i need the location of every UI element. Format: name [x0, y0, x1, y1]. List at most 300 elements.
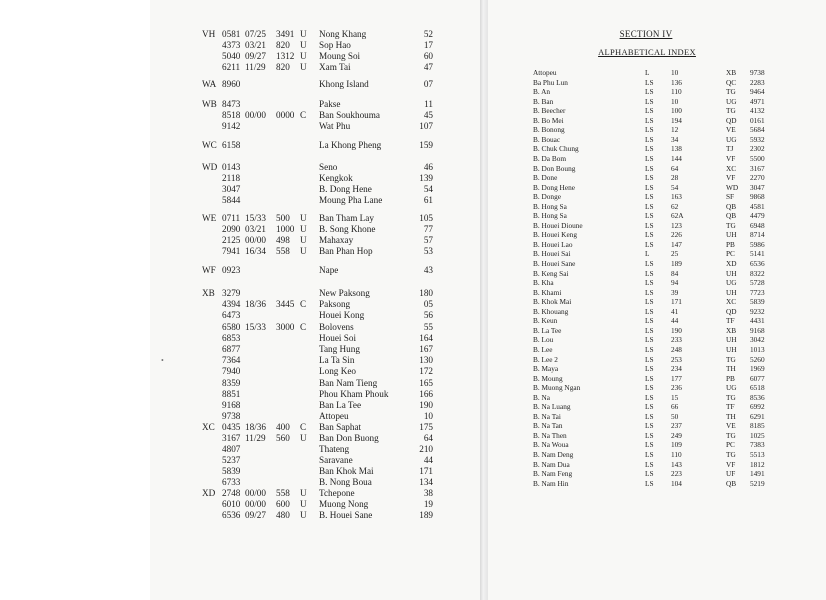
coordinate-row [150, 265, 482, 276]
index-entry [488, 202, 826, 211]
index-place-name: B. Bo Mei [533, 115, 564, 125]
index-map-number: 233 [671, 335, 682, 345]
grid-number: 0435 [222, 422, 241, 432]
index-entry [488, 154, 826, 163]
index-grid-number: 6077 [750, 373, 765, 383]
coordinate-row [150, 110, 482, 121]
index-entry [488, 469, 826, 478]
status-flag: U [300, 433, 307, 443]
index-grid-prefix: UH [726, 287, 737, 297]
grid-number: 0143 [222, 162, 241, 172]
index-map-type: LS [645, 306, 654, 316]
place-name: New Paksong [319, 288, 370, 298]
index-grid-prefix: QB [726, 478, 737, 488]
coordinate-row [150, 51, 482, 62]
coordinate-row [150, 246, 482, 257]
grid-number: 3167 [222, 433, 241, 443]
index-place-name: B. Khouang [533, 306, 569, 316]
index-map-number: 143 [671, 459, 682, 469]
index-place-name: Attopeu [533, 68, 557, 77]
grid-number: 2748 [222, 488, 241, 498]
index-map-type: LS [645, 230, 654, 240]
index-map-type: LS [645, 87, 654, 97]
index-grid-number: 4971 [750, 96, 765, 106]
index-map-number: 50 [671, 411, 679, 421]
coordinate-row [150, 333, 482, 344]
grid-number: 6211 [222, 62, 241, 72]
reference-number: 159 [419, 140, 433, 150]
place-name: Tchepone [319, 488, 355, 498]
date-code: 15/33 [245, 213, 266, 223]
index-place-name: B. Ban [533, 96, 554, 106]
grid-prefix: WF [202, 265, 216, 275]
place-name: Bolovens [319, 321, 354, 332]
index-map-type: LS [645, 316, 654, 326]
index-map-type: LS [645, 364, 654, 374]
place-name: Ban Tham Lay [319, 213, 374, 223]
index-map-number: 39 [671, 287, 679, 297]
index-map-number: 190 [671, 325, 682, 335]
grid-number: 5839 [222, 466, 241, 476]
index-grid-number: 4581 [750, 201, 765, 211]
coordinate-row [150, 389, 482, 400]
index-entry [488, 307, 826, 316]
reference-number: 45 [423, 110, 433, 120]
index-grid-number: 3042 [750, 335, 765, 345]
index-map-number: 110 [671, 87, 682, 97]
reference-number: 38 [423, 488, 433, 498]
index-entry [488, 374, 826, 383]
reference-number: 134 [419, 477, 433, 487]
grid-number: 8473 [222, 99, 241, 109]
index-grid-prefix: VF [726, 459, 736, 469]
index-place-name: B. Houei Keng [533, 230, 577, 240]
date-code: 09/27 [245, 510, 266, 520]
index-place-name: B. Nam Feng [533, 469, 573, 479]
index-map-number: 62 [671, 201, 679, 211]
index-grid-prefix: UG [726, 96, 737, 106]
coordinate-row [150, 162, 482, 173]
index-place-name: B. Na Tai [533, 411, 561, 421]
index-map-type: LS [645, 134, 654, 144]
index-entry [488, 412, 826, 421]
place-name: Ban Khok Mai [319, 466, 374, 476]
index-grid-number: 2302 [750, 144, 765, 154]
coordinate-row [150, 444, 482, 455]
index-entry [488, 393, 826, 402]
grid-number: 0581 [222, 29, 241, 39]
index-grid-prefix: UH [726, 268, 737, 278]
index-grid-prefix: TF [726, 402, 735, 412]
place-name: Houei Kong [319, 310, 365, 321]
index-map-type: LS [645, 297, 654, 307]
index-place-name: B. Houei Dioune [533, 220, 583, 230]
coordinate-row [150, 288, 482, 299]
reference-number: 17 [423, 40, 433, 50]
index-grid-prefix: TH [726, 364, 736, 374]
index-grid-prefix: TG [726, 450, 736, 459]
index-grid-prefix: TJ [726, 144, 734, 154]
grid-number: 6158 [222, 140, 241, 150]
status-flag: C [300, 321, 307, 332]
index-map-type: LS [645, 430, 654, 440]
index-grid-prefix: VE [726, 125, 736, 135]
reference-number: 210 [419, 444, 433, 454]
reference-number: 180 [419, 288, 433, 298]
grid-number: 6580 [222, 321, 241, 332]
index-place-name: B. Nam Dua [533, 459, 570, 469]
date-code: 16/34 [245, 246, 266, 256]
coordinate-row [150, 299, 482, 310]
index-map-type: LS [645, 125, 654, 135]
grid-number: 8359 [222, 377, 241, 388]
index-map-type: LS [645, 77, 654, 87]
reference-number: 05 [423, 299, 433, 310]
reference-number: 57 [423, 235, 433, 245]
index-map-type: LS [645, 459, 654, 469]
index-map-type: LS [645, 239, 654, 249]
index-grid-number: 6536 [750, 259, 765, 268]
coordinate-row [150, 213, 482, 224]
index-grid-prefix: UH [726, 230, 737, 240]
status-flag: C [300, 110, 307, 120]
index-grid-prefix: XC [726, 297, 737, 307]
index-grid-prefix: PB [726, 239, 735, 249]
place-name: Pakse [319, 99, 341, 109]
index-grid-number: 1025 [750, 430, 765, 440]
elevation-code: 1000 [276, 224, 295, 234]
grid-number: 6733 [222, 477, 241, 487]
index-grid-number: 0161 [750, 115, 765, 125]
index-entry [488, 326, 826, 335]
index-grid-number: 1812 [750, 459, 765, 469]
index-entry [488, 345, 826, 354]
place-name: Long Keo [319, 366, 356, 377]
elevation-code: 3445 [276, 299, 295, 310]
index-entry [488, 116, 826, 125]
status-flag: C [300, 422, 307, 432]
index-map-type: LS [645, 182, 654, 192]
index-map-number: 64 [671, 163, 679, 173]
coordinate-row [150, 499, 482, 510]
place-name: Houei Soi [319, 332, 357, 343]
index-entry [488, 68, 826, 77]
reference-number: 19 [423, 499, 433, 509]
reference-number: 54 [423, 184, 433, 194]
reference-number: 167 [419, 344, 433, 354]
index-place-name: B. Hong Sa [533, 201, 567, 211]
grid-number: 7941 [222, 246, 241, 256]
index-place-name: B. Na [533, 392, 551, 402]
grid-number: 2125 [222, 235, 241, 245]
date-code: 11/29 [245, 62, 266, 72]
date-code: 15/33 [245, 321, 266, 332]
index-grid-number: 1969 [750, 364, 765, 374]
grid-number: 0711 [222, 213, 241, 223]
index-grid-prefix: UG [726, 278, 737, 288]
grid-number: 9738 [222, 411, 241, 422]
reference-number: 189 [419, 510, 433, 520]
status-flag: C [300, 299, 307, 310]
grid-number: 8851 [222, 388, 241, 399]
index-place-name: B. Dong Hene [533, 182, 575, 192]
grid-number: 5040 [222, 51, 241, 61]
index-grid-prefix: UG [726, 383, 737, 393]
reference-number: 166 [419, 388, 433, 399]
index-grid-prefix: UF [726, 469, 736, 479]
coordinate-row [150, 477, 482, 488]
index-grid-prefix: PC [726, 249, 735, 259]
index-place-name: B. Done [533, 173, 558, 183]
coordinate-row [150, 310, 482, 321]
place-name: Ban Saphat [319, 422, 362, 432]
grid-prefix: XC [202, 422, 215, 432]
place-name: Nong Khang [319, 29, 367, 39]
date-code: 00/00 [245, 499, 266, 509]
stray-mark: • [161, 356, 164, 365]
grid-number: 4807 [222, 444, 241, 454]
index-map-type: LS [645, 402, 654, 412]
grid-number: 4373 [222, 40, 241, 50]
grid-prefix: XB [202, 288, 215, 298]
index-entry [488, 230, 826, 239]
reference-number: 175 [419, 422, 433, 432]
reference-number: 130 [419, 355, 433, 366]
index-map-number: 177 [671, 373, 682, 383]
index-map-type: LS [645, 173, 654, 183]
status-flag: U [300, 488, 307, 498]
index-map-type: LS [645, 259, 654, 268]
index-grid-prefix: XD [726, 259, 737, 268]
index-grid-number: 8185 [750, 421, 765, 431]
index-grid-prefix: PC [726, 440, 735, 450]
index-map-number: 189 [671, 259, 682, 268]
status-flag: U [300, 224, 307, 234]
index-map-number: 54 [671, 182, 679, 192]
index-grid-prefix: XC [726, 163, 737, 173]
index-entry [488, 97, 826, 106]
place-name: Xam Tai [319, 62, 351, 72]
index-entry [488, 221, 826, 230]
index-entry [488, 183, 826, 192]
index-place-name: B. Na Luang [533, 402, 571, 412]
grid-number: 6853 [222, 332, 241, 343]
elevation-code: 560 [276, 433, 290, 443]
grid-prefix: VH [202, 29, 216, 39]
index-place-name: B. Na Tan [533, 421, 563, 431]
index-place-name: B. Donge [533, 192, 561, 202]
coordinate-row [150, 400, 482, 411]
place-name: Sop Hao [319, 40, 351, 50]
index-map-number: 109 [671, 440, 682, 450]
elevation-code: 558 [276, 246, 290, 256]
outer-margin [0, 0, 150, 600]
index-map-type: LS [645, 440, 654, 450]
index-grid-number: 9738 [750, 68, 765, 77]
index-map-type: LS [645, 344, 654, 354]
index-grid-number: 6948 [750, 220, 765, 230]
index-entry [488, 144, 826, 153]
reference-number: 52 [423, 29, 433, 39]
date-code: 00/00 [245, 110, 266, 120]
index-grid-number: 5513 [750, 450, 765, 459]
grid-prefix: WB [202, 99, 217, 109]
index-grid-number: 3047 [750, 182, 765, 192]
index-grid-prefix: TG [726, 430, 736, 440]
index-map-number: 62A [671, 211, 684, 221]
index-map-type: LS [645, 421, 654, 431]
index-map-type: LS [645, 144, 654, 154]
status-flag: U [300, 29, 307, 39]
index-entry [488, 240, 826, 249]
index-map-type: LS [645, 383, 654, 393]
reference-number: 107 [419, 121, 433, 131]
place-name: Phou Kham Phouk [319, 388, 389, 399]
index-map-type: LS [645, 411, 654, 421]
elevation-code: 820 [276, 62, 290, 72]
index-map-number: 171 [671, 297, 682, 307]
index-grid-number: 7723 [750, 287, 765, 297]
index-grid-number: 5500 [750, 153, 765, 163]
grid-number: 3279 [222, 288, 241, 298]
index-map-number: 226 [671, 230, 682, 240]
index-entry [488, 440, 826, 449]
index-grid-prefix: SF [726, 192, 735, 202]
index-title: ALPHABETICAL INDEX [598, 47, 696, 57]
index-map-type: LS [645, 115, 654, 125]
index-map-type: L [645, 68, 650, 77]
index-map-number: 41 [671, 306, 679, 316]
grid-number: 6010 [222, 499, 241, 509]
index-map-number: 249 [671, 430, 682, 440]
index-map-number: 100 [671, 106, 682, 116]
coordinate-row [150, 79, 482, 90]
reference-number: 46 [423, 162, 433, 172]
coordinate-row [150, 62, 482, 73]
index-grid-prefix: VE [726, 421, 736, 431]
place-name: Moung Pha Lane [319, 195, 383, 205]
index-entry [488, 211, 826, 220]
coordinate-row [150, 235, 482, 246]
index-entry [488, 450, 826, 459]
grid-number: 9142 [222, 121, 241, 131]
status-flag: U [300, 213, 307, 223]
index-place-name: B. Maya [533, 364, 559, 374]
index-grid-prefix: QD [726, 306, 737, 316]
grid-prefix: WA [202, 79, 217, 89]
index-place-name: B. Chuk Chung [533, 144, 579, 154]
elevation-code: 558 [276, 488, 290, 498]
index-place-name: B. An [533, 87, 551, 97]
place-name: La Khong Pheng [319, 140, 382, 150]
index-grid-prefix: TG [726, 87, 736, 97]
date-code: 03/21 [245, 224, 266, 234]
index-entry [488, 297, 826, 306]
elevation-code: 3491 [276, 29, 295, 39]
coordinate-row [150, 355, 482, 366]
index-grid-prefix: XB [726, 325, 737, 335]
date-code: 11/29 [245, 433, 266, 443]
index-map-type: LS [645, 373, 654, 383]
index-map-number: 253 [671, 354, 682, 364]
reference-number: 164 [419, 332, 433, 343]
index-map-type: LS [645, 153, 654, 163]
reference-number: 53 [423, 246, 433, 256]
index-place-name: B. Beecher [533, 106, 566, 116]
index-entry [488, 402, 826, 411]
place-name: Paksong [319, 299, 351, 310]
index-entry [488, 355, 826, 364]
index-place-name: B. Moung [533, 373, 563, 383]
index-map-number: 10 [671, 68, 679, 77]
coordinate-row [150, 411, 482, 422]
book-gutter [480, 0, 488, 600]
index-entry [488, 460, 826, 469]
index-grid-prefix: UG [726, 134, 737, 144]
place-name: Ban Nam Tieng [319, 377, 378, 388]
index-grid-number: 6291 [750, 411, 765, 421]
index-entry [488, 106, 826, 115]
elevation-code: 500 [276, 213, 290, 223]
index-grid-prefix: XB [726, 68, 737, 77]
index-grid-number: 6992 [750, 402, 765, 412]
status-flag: U [300, 235, 307, 245]
left-page [150, 0, 483, 600]
place-name: Seno [319, 162, 338, 172]
place-name: Moung Soi [319, 51, 361, 61]
place-name: Ban Don Buong [319, 433, 379, 443]
index-map-type: LS [645, 278, 654, 288]
index-grid-number: 2270 [750, 173, 765, 183]
index-map-number: 144 [671, 153, 682, 163]
index-map-number: 248 [671, 344, 682, 354]
date-code: 03/21 [245, 40, 266, 50]
index-map-number: 66 [671, 402, 679, 412]
elevation-code: 1312 [276, 51, 295, 61]
place-name: Ban Phan Hop [319, 246, 373, 256]
index-entry [488, 173, 826, 182]
index-entry [488, 316, 826, 325]
index-map-number: 223 [671, 469, 682, 479]
index-map-type: LS [645, 478, 654, 488]
elevation-code: 0000 [276, 110, 295, 120]
index-map-type: LS [645, 287, 654, 297]
grid-number: 6536 [222, 510, 241, 520]
index-entry [488, 431, 826, 440]
index-entry [488, 135, 826, 144]
grid-number: 4394 [222, 299, 241, 310]
reference-number: 165 [419, 377, 433, 388]
index-entry [488, 249, 826, 258]
index-grid-prefix: QC [726, 77, 737, 87]
grid-number: 5844 [222, 195, 241, 205]
index-place-name: B. Lou [533, 335, 554, 345]
index-grid-prefix: VF [726, 173, 736, 183]
coordinate-row [150, 99, 482, 110]
reference-number: 47 [423, 62, 433, 72]
index-map-number: 84 [671, 268, 679, 278]
reference-number: 10 [423, 411, 433, 422]
index-map-number: 110 [671, 450, 682, 459]
index-map-number: 163 [671, 192, 682, 202]
index-place-name: B. Houei Sane [533, 259, 576, 268]
index-place-name: Ba Phu Lun [533, 77, 568, 87]
index-grid-number: 9868 [750, 192, 765, 202]
index-place-name: B. Keng Sai [533, 268, 569, 278]
index-entry [488, 288, 826, 297]
status-flag: U [300, 51, 307, 61]
index-entry [488, 125, 826, 134]
